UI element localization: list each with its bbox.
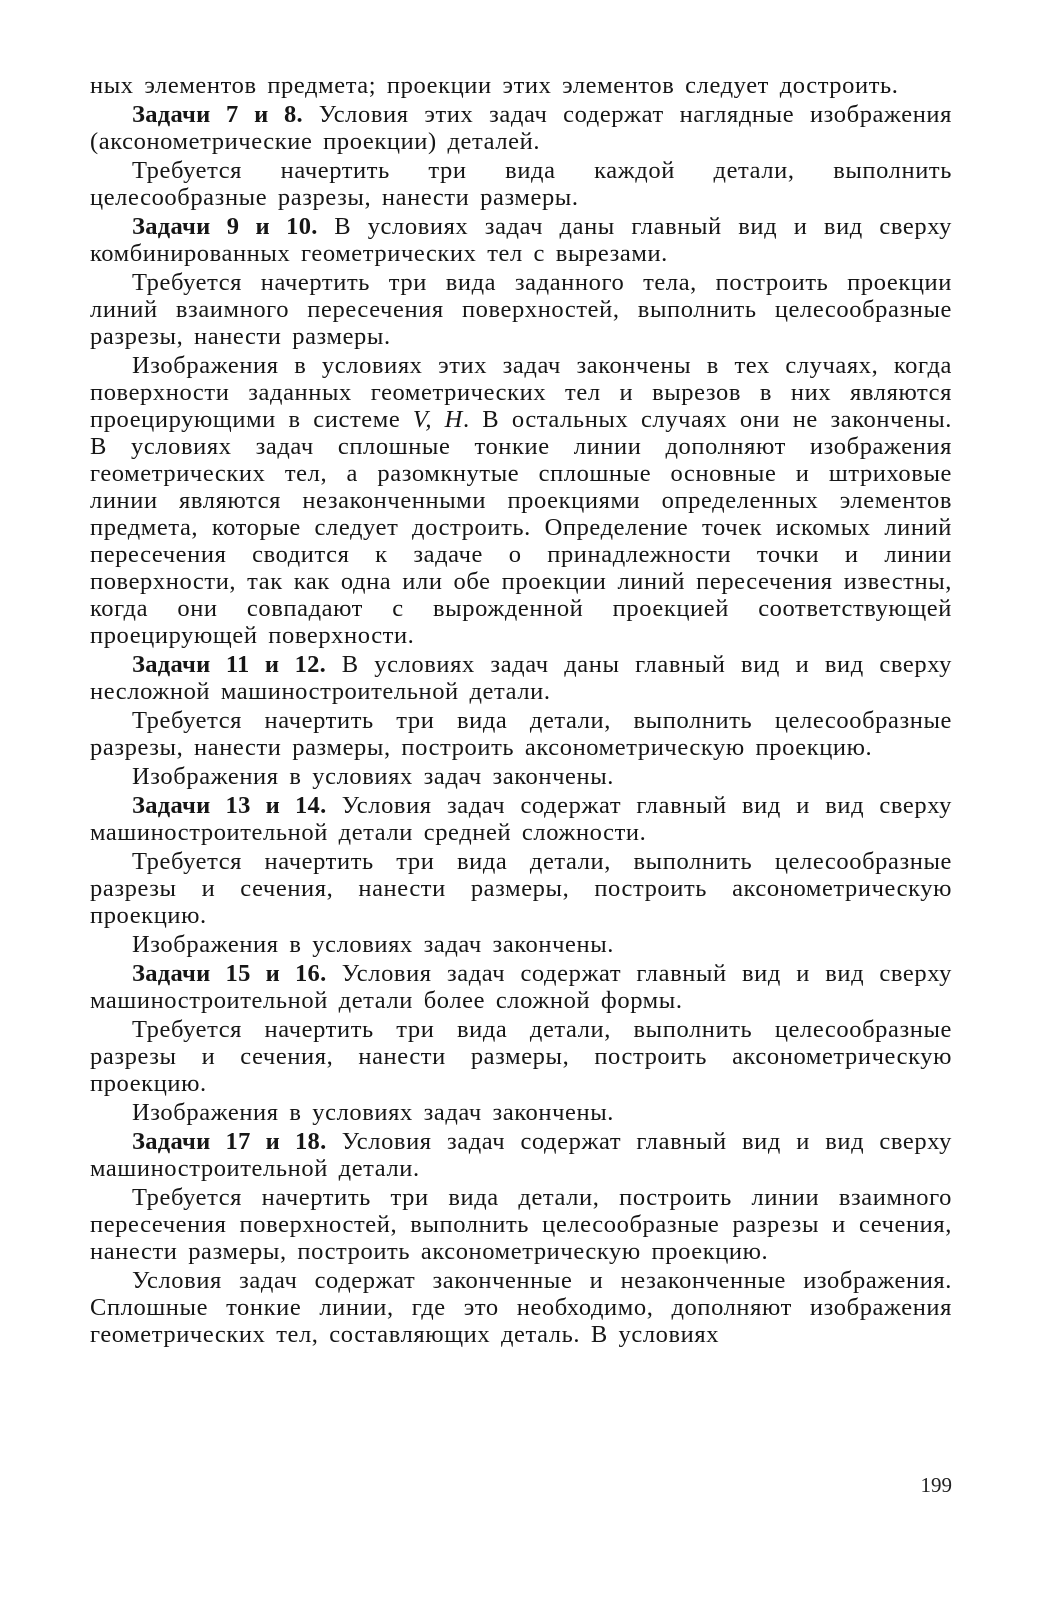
- paragraph-text: Изображения в условиях задач закончены.: [132, 1099, 615, 1126]
- paragraph-lead: Задачи 15 и 16.: [132, 960, 327, 987]
- paragraph-text: Условия задач содержат главный вид и вид сверху машиностроительной детали.: [90, 1128, 952, 1182]
- paragraph-text: Требуется начертить три вида детали, выполнить целесообразные разрезы и сечения, нанести размеры, построить аксонометрическую проекцию.: [90, 1016, 952, 1097]
- paragraph-note: [90, 763, 952, 790]
- paragraph-tasks-13-14: [90, 792, 952, 846]
- paragraph-requirement: [90, 157, 952, 211]
- paragraph-explanation: [90, 352, 952, 649]
- paragraph-text: Условия задач содержат главный вид и вид сверху машиностроительной детали средней сложности.: [90, 792, 952, 846]
- paragraph-italic-text: V, H: [412, 406, 463, 433]
- paragraph-tasks-7-8: [90, 101, 952, 155]
- paragraph-tasks-11-12: [90, 651, 952, 705]
- paragraph-text: Требуется начертить три вида детали, построить линии взаимного пересечения поверхностей, выполнить целесообразные разрезы и сечения, нанести размеры, построить аксонометрическую проекцию.: [90, 1184, 952, 1265]
- paragraph-text: Изображения в условиях этих задач закончены в тех случаях, когда поверхности заданных геометрических тел и вырезов в них являются проецирующими в системе: [90, 352, 952, 433]
- paragraph-lead: Задачи 17 и 18.: [132, 1128, 327, 1155]
- paragraph-text: Требуется начертить три вида детали, выполнить целесообразные разрезы, нанести размеры, построить аксонометрическую проекцию.: [90, 707, 952, 761]
- paragraph-text: Изображения в условиях задач закончены.: [132, 763, 615, 790]
- paragraph-requirement: [90, 269, 952, 350]
- page-number: 199: [920, 1473, 952, 1497]
- paragraph-text: В условиях задач даны главный вид и вид сверху несложной машиностроительной детали.: [90, 651, 952, 705]
- paragraph-text: Условия задач содержат законченные и незаконченные изображения. Сплошные тонкие линии, где это необходимо, дополняют изображения геометрических тел, составляющих деталь. В условиях: [90, 1267, 952, 1348]
- paragraph-tasks-15-16: [90, 960, 952, 1014]
- paragraph-text: ных элементов предмета; проекции этих элементов следует достроить.: [90, 72, 899, 99]
- paragraph-text: Требуется начертить три вида каждой детали, выполнить целесообразные разрезы, нанести размеры.: [90, 157, 952, 211]
- paragraph-note: [90, 931, 952, 958]
- paragraph-text: Требуется начертить три вида детали, выполнить целесообразные разрезы и сечения, нанести размеры, построить аксонометрическую проекцию.: [90, 848, 952, 929]
- paragraph-text: Условия этих задач содержат наглядные изображения (аксонометрические проекции) деталей.: [90, 101, 953, 155]
- paragraph-text: В условиях задач даны главный вид и вид сверху комбинированных геометрических тел с вырезами.: [90, 213, 952, 267]
- paragraph-tasks-9-10: [90, 213, 952, 267]
- paragraph-lead: Задачи 9 и 10.: [132, 213, 318, 240]
- page-body: [90, 72, 952, 1348]
- paragraph-text: Условия задач содержат главный вид и вид сверху машиностроительной детали более сложной формы.: [90, 960, 952, 1014]
- paragraph-tasks-17-18: [90, 1128, 952, 1182]
- paragraph-note: [90, 1099, 952, 1126]
- paragraph-continuation: [90, 72, 952, 99]
- paragraph-requirement: [90, 1184, 952, 1265]
- paragraph-text: Изображения в условиях задач закончены.: [132, 931, 615, 958]
- paragraph-lead: Задачи 11 и 12.: [132, 651, 327, 678]
- paragraph-lead: Задачи 7 и 8.: [132, 101, 303, 128]
- paragraph-requirement: [90, 848, 952, 929]
- paragraph-conditions: [90, 1267, 952, 1348]
- paragraph-text: Требуется начертить три вида заданного тела, построить проекции линий взаимного пересечения поверхностей, выполнить целесообразные разрезы, нанести размеры.: [90, 269, 952, 350]
- paragraph-text: . В остальных случаях они не закончены. В условиях задач сплошные тонкие линии дополняют изображения геометрических тел, а разомкнутые сплошные основные и штриховые линии являются незаконченными проекциями определенных элементов предмета, которые следует достроить. Определение точек искомых линий пересечения сводится к задаче о принадлежности точки и линии поверхности, так как одна или обе проекции линий пересечения известны, когда они совпадают с вырожденной проекцией соответствующей проецирующей поверхности.: [90, 406, 952, 649]
- paragraph-requirement: [90, 707, 952, 761]
- paragraph-lead: Задачи 13 и 14.: [132, 792, 327, 819]
- paragraph-requirement: [90, 1016, 952, 1097]
